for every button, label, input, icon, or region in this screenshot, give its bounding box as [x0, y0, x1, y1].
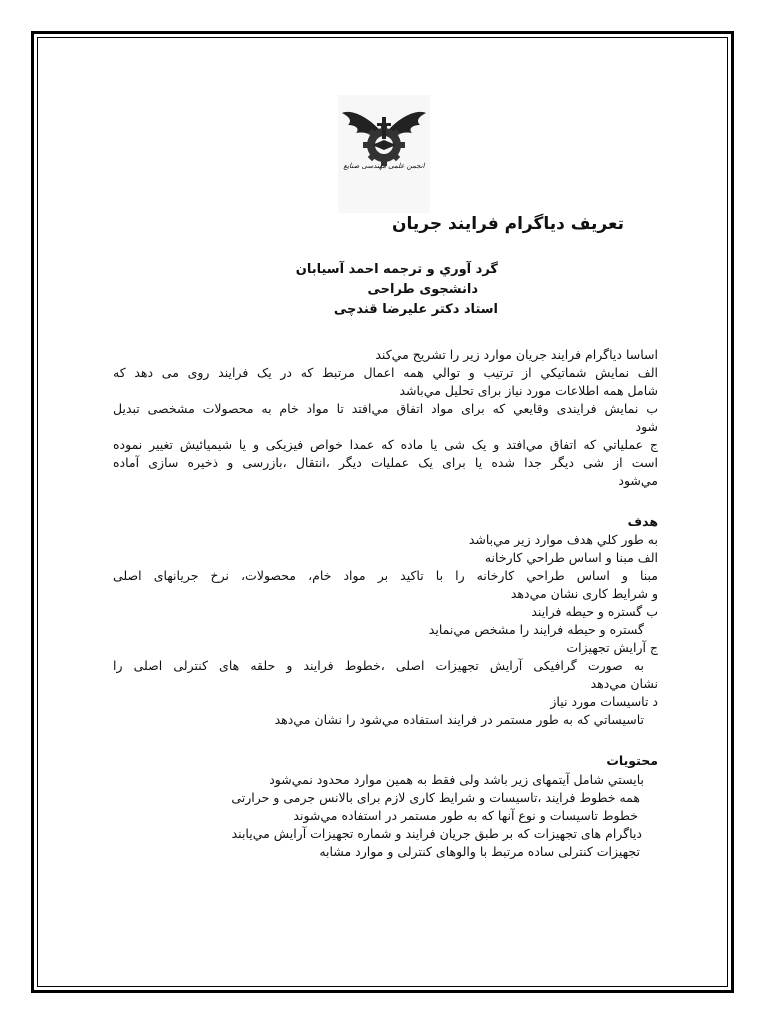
goal-line: تاسيساتي كه به طور مستمر در فرايند استفاده مي‌شود را نشان مي‌دهد — [274, 712, 644, 727]
logo-caption: انجمن علمی مهندسی صنایع — [343, 162, 425, 170]
intro-line: است از شی ديگر جدا شده يا برای يک عمليات ديگر ،انتقال ،بازرسی و ذخيره سازی آماده — [113, 455, 658, 470]
goal-line: ب گستره و حيطه فرايند — [531, 604, 658, 619]
section-heading-contents: محتويات — [606, 753, 658, 768]
credit-author: گرد آوري و ترجمه احمد آسيابان — [295, 262, 498, 277]
goal-line: و شرايط كاری نشان مي‌دهد — [510, 586, 658, 601]
goal-line: الف مبنا و اساس طراحي كارخانه — [484, 550, 658, 565]
intro-line: شامل همه اطلاعات مورد نياز برای تحليل مي‌باشد — [399, 383, 658, 398]
section-heading-goal: هدف — [627, 514, 658, 529]
intro-line: اساسا دياگرام فرايند جريان موارد زير را تشريح مي‌كند — [375, 347, 658, 362]
goal-line: گستره و حيطه فرايند را مشخص مي‌نمايد — [428, 622, 644, 637]
goal-line: نشان مي‌دهد — [590, 676, 658, 691]
contents-line: بايستي شامل آيتمهای زير باشد ولی فقط به همين موارد محدود نمي‌شود — [269, 772, 644, 787]
goal-line: د تاسيسات مورد نياز — [550, 694, 658, 709]
intro-line: شود — [635, 419, 658, 434]
goal-line: ج آرايش تجهيزات — [566, 640, 658, 655]
credit-affiliation: دانشجوی طراحی — [367, 282, 478, 297]
goal-line: به طور كلي هدف موارد زير مي‌باشد — [468, 532, 658, 547]
intro-line: الف نمايش شماتيكي از ترتيب و توالي همه اعمال مرتبط كه در يک فرايند روی می دهد كه — [113, 365, 658, 380]
contents-line: تجهيزات كنترلی ساده مرتبط با والوهای كنترلی و موارد مشابه — [319, 844, 640, 859]
goal-line: به صورت گرافيكی آرايش تجهيزات اصلی ،خطوط فرايند و حلقه های كنترلی اصلی را — [113, 658, 644, 673]
goal-line: مبنا و اساس طراحي كارخانه را با تاكيد بر مواد خام، محصولات، نرخ جريانهای اصلی — [113, 568, 658, 583]
contents-line: خطوط تاسيسات و نوع آنها كه به طور مستمر در استفاده مي‌شوند — [293, 808, 638, 823]
document-title: تعريف دياگرام فرايند جريان — [392, 214, 624, 234]
contents-line: دياگرام های تجهيزات كه بر طبق جريان فرايند و شماره تجهيزات آرايش مي‌يابند — [231, 826, 642, 841]
intro-line: ج عملياتي كه اتفاق مي‌افتد و يک شی يا ماده كه عمدا خواص فيزيكی و يا شيميائيش تغيير نموده — [113, 437, 658, 452]
contents-line: همه خطوط فرايند ،تاسيسات و شرايط كاری لازم برای بالانس جرمی و حرارتی — [231, 790, 640, 805]
gear-wings-emblem-icon — [338, 95, 430, 213]
credit-supervisor: استاد دكتر عليرضا قندچی — [333, 302, 498, 317]
intro-line: ب نمايش فرايندی وقايعي كه برای مواد اتفاق مي‌افتد تا مواد خام به محصولات مشخصی تبديل — [113, 401, 658, 416]
intro-line: مي‌شود — [618, 473, 658, 488]
